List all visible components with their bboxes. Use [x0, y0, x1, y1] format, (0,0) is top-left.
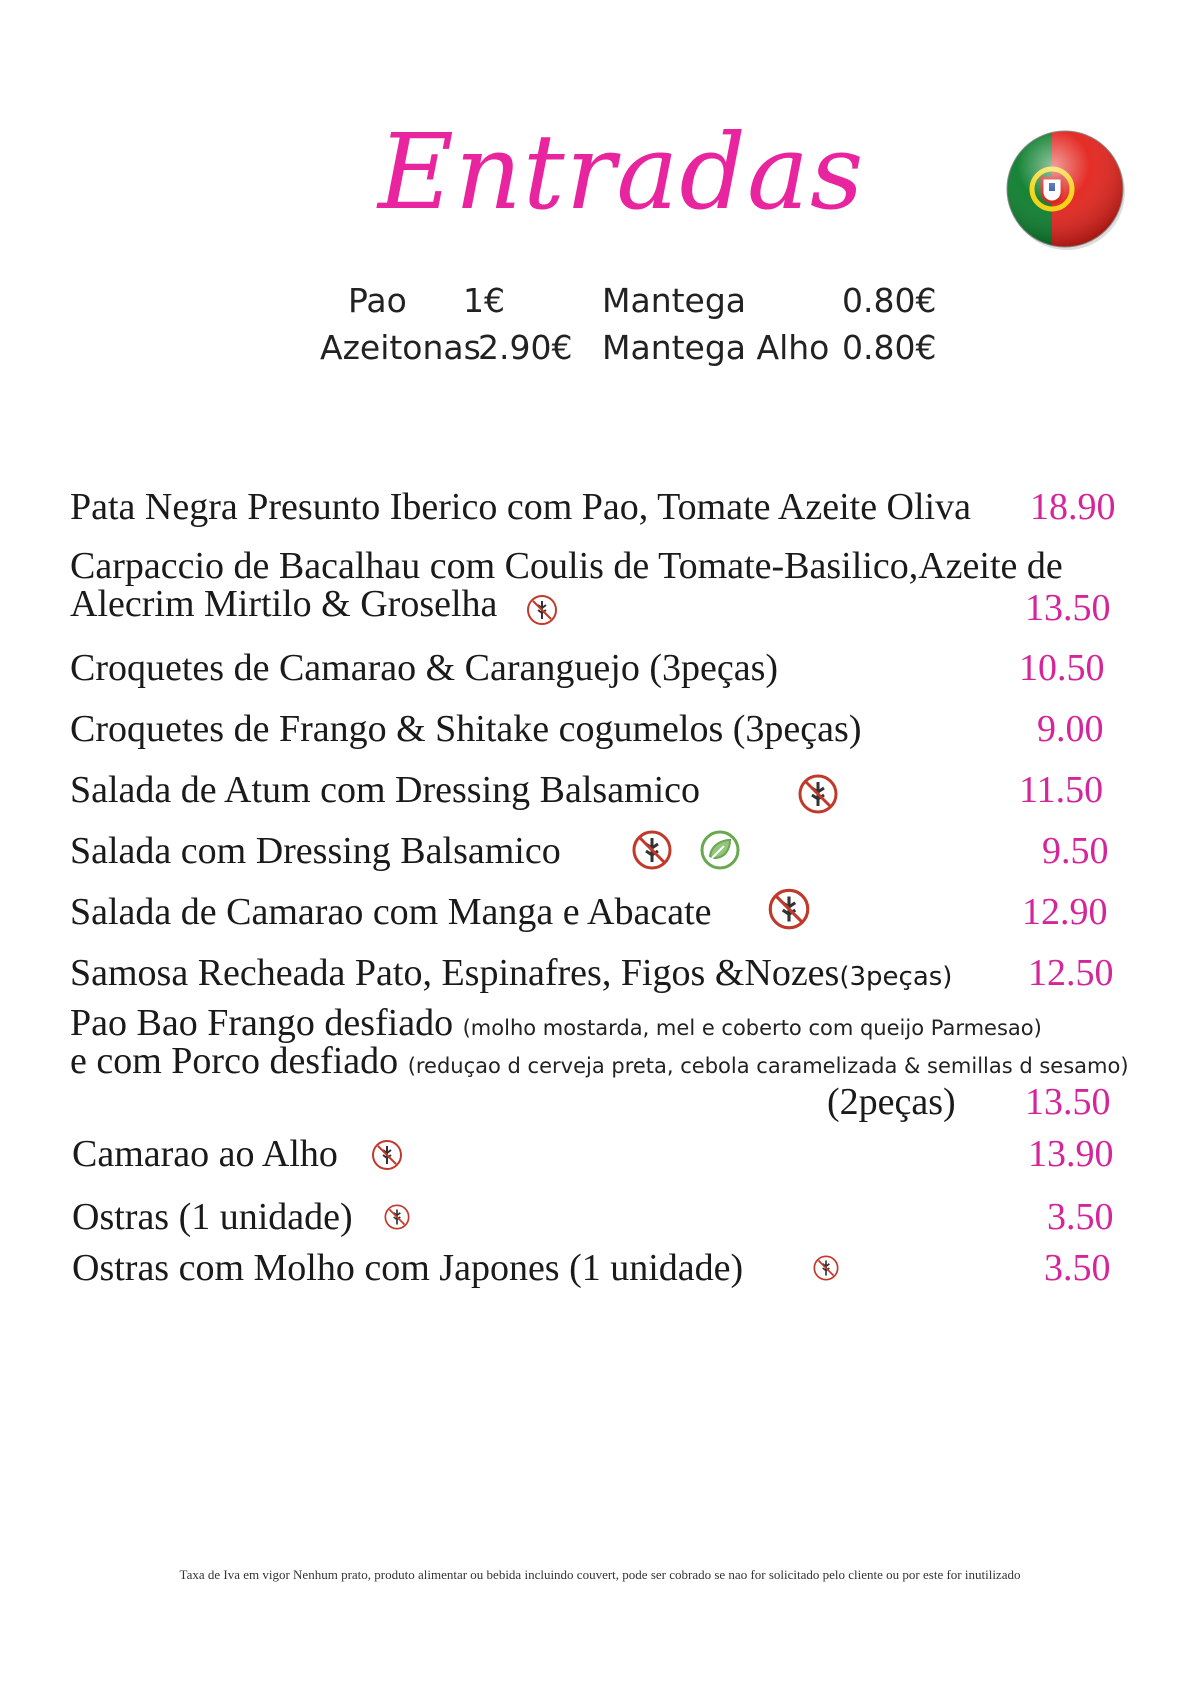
menu-item-price: 13.50	[1025, 587, 1111, 629]
menu-item-name	[70, 1004, 1042, 1042]
menu-item-price: 9.00	[1037, 708, 1104, 750]
menu-item-price: 13.50	[1025, 1081, 1111, 1123]
menu-item-name-continued: Alecrim Mirtilo & Groselha	[70, 583, 498, 625]
menu-item-price: 13.90	[1028, 1133, 1114, 1175]
menu-item-name: Croquetes de Frango & Shitake cogumelos (3peças)	[70, 708, 862, 750]
menu-item-price: 12.50	[1028, 952, 1114, 994]
menu-item-name: Croquetes de Camarao & Caranguejo (3peças)	[70, 647, 779, 689]
extra-mantega-price: 0.80€	[842, 281, 937, 320]
gluten-free-icon	[382, 1202, 412, 1232]
menu-item-name: Carpaccio de Bacalhau com Coulis de Tomate-Basilico,Azeite de	[70, 545, 1063, 587]
extra-pao-price: 1€	[463, 281, 505, 320]
extra-mantega-label: Mantega	[602, 281, 747, 320]
menu-item-name-text: Pao Bao Frango desfiado	[70, 1002, 454, 1044]
menu-item-price: 9.50	[1042, 830, 1109, 872]
menu-item-price: 10.50	[1019, 647, 1105, 689]
menu-item-price: 11.50	[1019, 769, 1104, 811]
gluten-free-icon	[794, 770, 842, 818]
footer-disclaimer: Taxa de Iva em vigor Nenhum prato, produto alimentar ou bebida incluindo couvert, pode ser cobrado se nao for solicitado pelo cliente ou por este for inutilizado	[179, 1567, 1021, 1582]
menu-item-name-text: Samosa Recheada Pato, Espinafres, Figos &Nozes	[70, 952, 840, 994]
extra-mantega-alho-label: Mantega Alho	[602, 328, 830, 367]
gluten-free-icon	[628, 826, 676, 874]
menu-item-quantity: (3peças)	[839, 962, 953, 992]
page-title: Entradas	[378, 111, 865, 233]
menu-item-price: 12.90	[1022, 891, 1108, 933]
gluten-free-icon	[811, 1253, 841, 1283]
portugal-flag-icon	[1004, 128, 1126, 250]
gluten-free-icon	[524, 592, 560, 628]
extra-azeitonas-price: 2.90€	[478, 328, 573, 367]
menu-item-name-text: e com Porco desfiado	[70, 1040, 399, 1082]
extra-mantega-alho-price: 0.80€	[842, 328, 937, 367]
menu-item-name: Salada de Camarao com Manga e Abacate	[70, 891, 712, 933]
menu-item-name: Salada com Dressing Balsamico	[70, 830, 561, 872]
gluten-free-icon	[764, 884, 814, 934]
menu-item-name	[70, 954, 952, 992]
menu-item-note: (molho mostarda, mel e coberto com queijo Parmesao)	[462, 1016, 1042, 1040]
gluten-free-icon	[369, 1137, 405, 1173]
extra-azeitonas-label: Azeitonas	[320, 328, 481, 367]
menu-item-name	[70, 1042, 1129, 1080]
menu-item-price: 3.50	[1047, 1196, 1114, 1238]
menu-item-price: 18.90	[1030, 486, 1116, 528]
menu-item-price: 3.50	[1044, 1247, 1111, 1289]
menu-item-name: Salada de Atum com Dressing Balsamico	[70, 769, 701, 811]
menu-item-note: (reduçao d cerveja preta, cebola caramelizada & semillas d sesamo)	[407, 1054, 1129, 1078]
menu-item-name: Ostras com Molho com Japones (1 unidade)	[72, 1247, 744, 1289]
menu-item-quantity: (2peças)	[827, 1081, 956, 1123]
extra-pao-label: Pao	[348, 281, 407, 320]
menu-item-name: Camarao ao Alho	[72, 1133, 338, 1175]
menu-item-name: Ostras (1 unidade)	[72, 1196, 353, 1238]
menu-item-name: Pata Negra Presunto Iberico com Pao, Tomate Azeite Oliva	[70, 486, 971, 528]
vegan-icon	[696, 826, 744, 874]
